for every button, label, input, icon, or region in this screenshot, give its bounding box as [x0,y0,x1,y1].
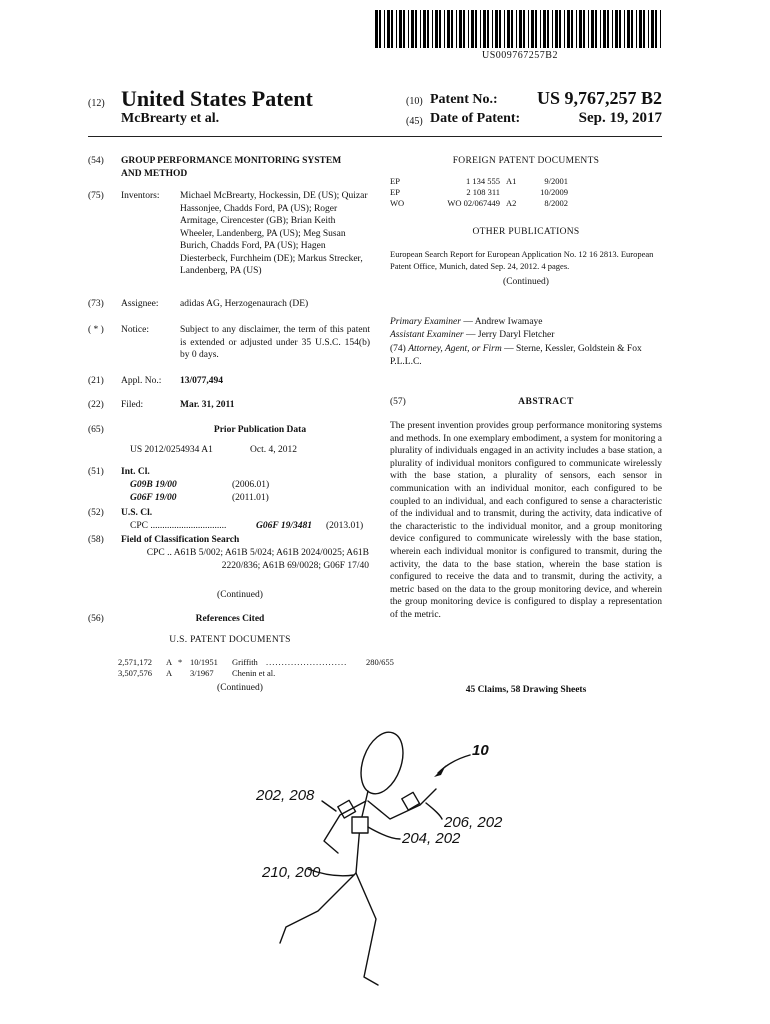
barcode-bar [516,10,517,48]
barcode-bar [547,10,549,48]
doc-star: * [178,657,183,667]
inventors-label: Inventors: [121,191,160,201]
title-code: (54) [88,156,104,166]
notice-label: Notice: [121,325,149,335]
barcode-bar [627,10,630,48]
barcode-bar [403,10,405,48]
figure-ref-202-208: 202, 208 [256,787,315,804]
foreign-document-row [390,187,568,198]
barcode-bar [511,10,513,48]
appl-code: (21) [88,376,104,386]
assistant-examiner-label: Assistant Examiner [390,329,464,340]
barcode-bar [631,10,633,48]
filed-code: (22) [88,400,104,410]
invention-title: GROUP PERFORMANCE MONITORING SYSTEM AND METHOD [121,156,342,179]
figure-ref-206-202: 206, 202 [444,814,503,831]
patent-number: US 9,767,257 B2 [536,88,662,108]
other-publications-title: OTHER PUBLICATIONS [472,227,580,237]
filed-date: Mar. 31, 2011 [180,400,235,410]
barcode-bar [588,10,589,48]
abstract-code: (57) [390,397,406,407]
barcode-bar [576,10,577,48]
barcode-bar [600,10,601,48]
doc-date: 3/1967 [190,668,214,678]
barcode-bar [615,10,618,48]
assignee-label: Assignee: [121,299,159,309]
barcode-bar [507,10,510,48]
barcode-bar [492,10,493,48]
patent-type-title: United States Patent [121,86,313,111]
barcode-bar [408,10,409,48]
foreign-country: EP [390,187,400,197]
doc-number: 2,571,172 [118,657,152,667]
foreign-date: 10/2009 [540,187,568,197]
barcode-bar [463,10,465,48]
foreign-document-row [390,176,568,187]
barcode-bar [643,10,645,48]
doc-star [178,668,190,679]
references-code: (56) [88,614,104,624]
us-documents-title: U.S. PATENT DOCUMENTS [169,635,291,645]
doc-number: 3,507,576 [118,668,152,678]
other-publications-continued: (Continued) [503,277,549,287]
inventors-list: Michael McBrearty, Hockessin, DE (US); Quizar Hassonjee, Chadds Ford, PA (US); Roger Armitage, Cirencester (GB); Brian Keith Wheeler, Landenberg, PA (US); Meg Susan Burich, Chadds Ford, PA (US); Hagen Diesterbeck, Furchheim (DE); Markus Strecker, Landenberg, PA (US) [180,191,368,276]
assignee: adidas AG, Herzogenaurach (DE) [180,299,309,309]
foreign-number: WO 02/067449 [447,198,500,208]
barcode-bar [619,10,621,48]
primary-examiner: — Andrew Iwamaye [463,317,543,327]
foreign-kind: A1 [506,176,517,186]
barcode-bar [571,10,573,48]
arrow-head-icon [434,765,446,777]
barcode-bar [487,10,489,48]
cpc-label: CPC ................................ [130,521,227,531]
chest-sensor [352,817,368,833]
foreign-country: EP [390,176,400,186]
prior-publication-number: US 2012/0254934 A1 [130,445,213,455]
barcode-bar [475,10,477,48]
barcode-bar [523,10,525,48]
other-publications-text: European Search Report for European Application No. 12 16 2813. European Patent Office, Munich, dated Sep. 24, 2012. 4 pages. [390,249,654,271]
notice-text: Subject to any disclaimer, the term of this patent is extended or adjusted under 35 U.S.C. 154(b) by 0 days. [180,325,370,360]
prior-publication-date: Oct. 4, 2012 [250,445,297,455]
examiners-block [390,316,554,341]
barcode-bar [387,10,390,48]
barcode-bar [423,10,426,48]
notice-code: ( * ) [88,325,104,335]
barcode-bar [624,10,625,48]
attorney-block [390,343,662,368]
barcode-bar [552,10,553,48]
doc-name: Chenin et al. [232,668,276,678]
barcode-bar [543,10,546,48]
figure-ref-204-202: 204, 202 [402,830,461,847]
attorney-label: Attorney, Agent, or Firm [408,344,502,354]
doc-leader: .......................... [266,657,348,667]
foreign-documents-title: FOREIGN PATENT DOCUMENTS [452,156,600,166]
prior-publication-title: Prior Publication Data [213,425,307,435]
doc-class: 280/655 [366,657,394,667]
barcode-bar [660,10,661,48]
us-document-row [118,657,394,668]
barcode-bar [648,10,649,48]
appl-label: Appl. No.: [121,376,162,386]
barcode-bar [379,10,381,48]
primary-examiner-label: Primary Examiner [390,317,461,327]
foreign-documents-table [390,176,568,209]
header-rule [88,136,662,137]
barcode-bar [499,10,501,48]
references-title: References Cited [195,614,265,624]
intcl-version: (2011.01) [232,493,269,503]
us-documents-continued: (Continued) [217,683,263,693]
barcode-bar [399,10,402,48]
barcode-bar [480,10,481,48]
foreign-date: 8/2002 [544,198,568,208]
appl-number: 13/077,494 [180,376,224,386]
barcode-number: US009767257B2 [482,50,558,61]
foreign-number: 2 108 311 [466,187,500,197]
barcode-bar [456,10,457,48]
barcode-bar [636,10,637,48]
doc-date: 10/1951 [190,657,218,667]
barcode-bar [567,10,570,48]
barcode-bar [439,10,441,48]
figure-ref-10: 10 [472,742,489,759]
foreign-number: 1 134 555 [466,176,500,186]
doc-kind: A [166,668,173,678]
abstract-text: The present invention provides group performance monitoring systems and methods. In one exemplary embodiment, a system for monitoring a plurality of individuals engaged in an activity includes a base station, a plurality of individual monitors configured to communicate wirelessly with the base station, a plurality of sensors, each sensor in communication with an individual monitor, each configured to be coupled to an individual, and each configured to sense a characteristic of the individual and to transmit, during the activity, data indicative of the characteristic to the individual monitor, and a group monitoring device configured to communicate wirelessly with the base station, wherein each individual monitor is configured to transmit, during the activity, the data to the base station, wherein the base station is configured to receive the data and to transmit, during the activity, a metric based on the data to the group monitoring device, and wherein the group monitoring device is configured to display a representation of the metric. [390,421,662,620]
barcode-bar [559,10,561,48]
barcode-bar [607,10,609,48]
runner-leg-back [280,873,356,943]
barcode-bar [564,10,565,48]
barcode-bar [483,10,486,48]
barcode [375,10,665,50]
intcl-title: Int. Cl. [121,467,150,477]
barcode-bar [639,10,642,48]
barcode-bar [540,10,541,48]
claims-summary: 45 Claims, 58 Drawing Sheets [465,685,587,695]
field-title: Field of Classification Search [121,535,240,545]
abstract-title: ABSTRACT [518,397,574,407]
runner-head [353,726,411,799]
cpc-version: (2013.01) [326,521,364,531]
foreign-country: WO [390,198,405,208]
barcode-bar [495,10,498,48]
barcode-bar [471,10,474,48]
us-document-row [118,668,275,679]
barcode-bar [432,10,433,48]
prior-code: (65) [88,425,104,435]
barcode-bar [375,10,378,48]
barcode-bar [583,10,585,48]
patent-no-code: (10) [406,96,423,107]
barcode-bar [579,10,582,48]
barcode-bar [519,10,522,48]
barcode-bar [603,10,606,48]
assignee-code: (73) [88,299,104,309]
representative-figure [240,715,560,1015]
field-code: (58) [88,535,104,545]
assistant-examiner: — Jerry Daryl Fletcher [466,329,555,340]
inventors-code: (75) [88,191,104,201]
barcode-bar [435,10,438,48]
foreign-date: 9/2001 [544,176,568,186]
barcode-bar [555,10,558,48]
uscl-code: (52) [88,508,104,518]
barcode-bar [612,10,613,48]
date-label: Date of Patent: [430,111,521,126]
barcode-bar [531,10,534,48]
doc-name: Griffith [232,657,258,667]
barcode-bar [427,10,429,48]
patent-date: Sep. 19, 2017 [578,110,662,126]
kind-code: (12) [88,98,105,109]
intcl-class: G09B 19/00 [130,480,177,490]
attorney-code: (74) [390,344,406,354]
runner-leg-front [356,873,378,985]
foreign-kind: A2 [506,198,517,208]
barcode-bar [444,10,445,48]
foreign-document-row [390,198,568,209]
doc-kind: A [166,657,173,667]
foreign-kind [500,187,528,198]
barcode-bar [447,10,450,48]
barcode-bar [651,10,654,48]
field-classification-text: CPC .. A61B 5/002; A61B 5/024; A61B 2024/0025; A61B 2220/836; A61B 69/0028; G06F 17/40 [146,548,369,571]
barcode-bar [391,10,393,48]
intcl-code: (51) [88,467,104,477]
date-code: (45) [406,116,423,127]
figure-ref-210-200: 210, 200 [262,864,321,881]
barcode-bar [411,10,414,48]
uscl-title: U.S. Cl. [121,508,153,518]
intcl-version: (2006.01) [232,480,270,490]
barcode-bar [459,10,462,48]
barcode-bar [451,10,453,48]
barcode-bar [595,10,597,48]
barcode-bar [528,10,529,48]
authors: McBrearty et al. [121,111,220,126]
barcode-bar [535,10,537,48]
barcode-bar [420,10,421,48]
filed-label: Filed: [121,400,144,410]
patent-no-label: Patent No.: [430,92,498,107]
barcode-bar [396,10,397,48]
barcode-bar [468,10,469,48]
barcode-bar [591,10,594,48]
barcode-bar [415,10,417,48]
wrist-sensor [402,792,420,810]
barcode-bar [384,10,385,48]
attorney: — Sterne, Kessler, Goldstein & Fox P.L.L.C. [390,344,642,367]
barcode-bar [504,10,505,48]
cpc-class: G06F 19/3481 [256,521,313,531]
field-continued: (Continued) [217,590,263,600]
intcl-class: G06F 19/00 [130,493,177,503]
barcode-bar [655,10,657,48]
